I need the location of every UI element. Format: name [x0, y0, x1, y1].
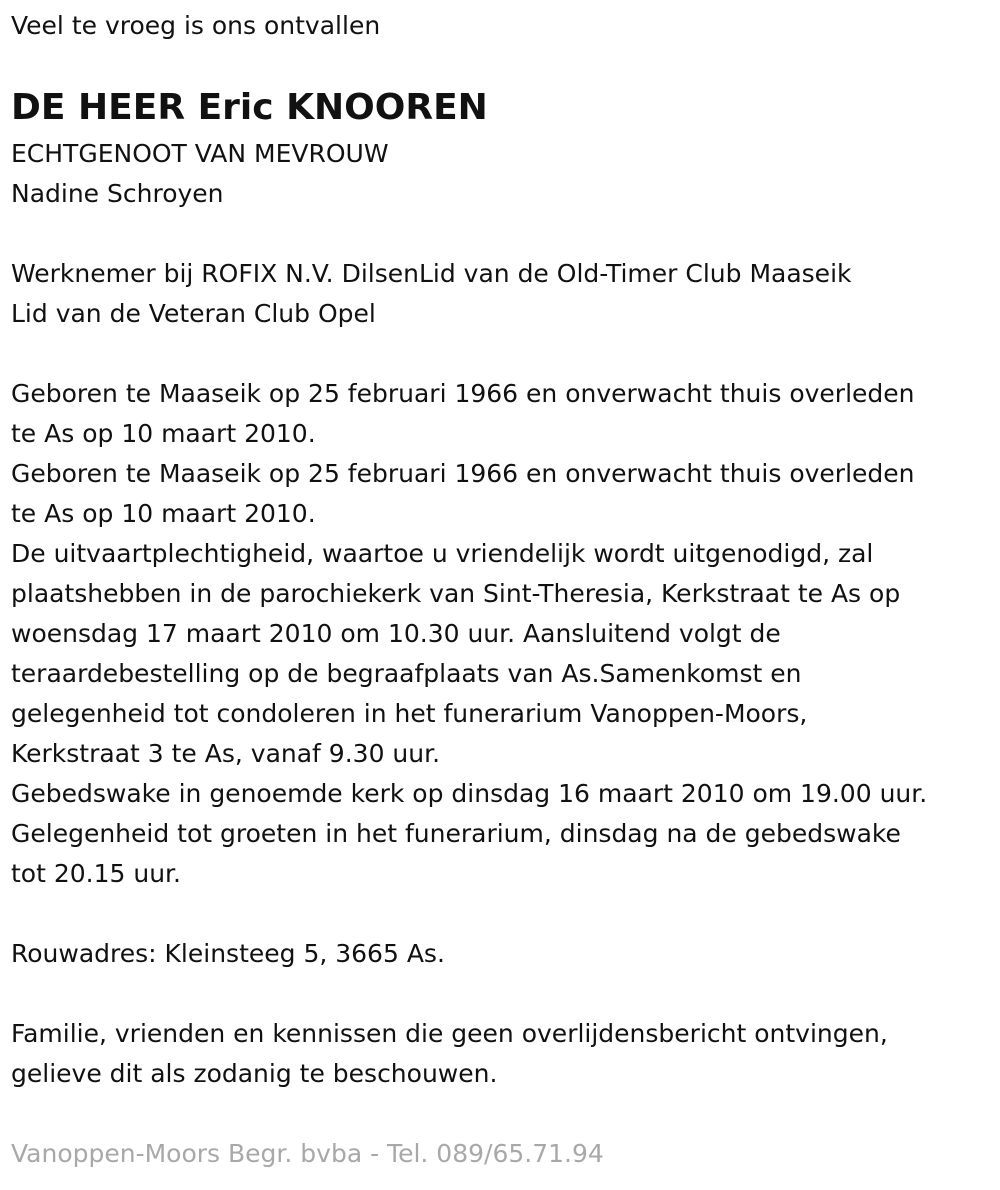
body-line: teraardebestelling op de begraafplaats van As.Samenkomst en — [11, 659, 802, 688]
spacer — [11, 1094, 1000, 1134]
body-line: Gelegenheid tot groeten in het funerarium, dinsdag na de gebedswake — [11, 819, 901, 848]
spacer — [11, 214, 1000, 254]
deceased-name: DE HEER Eric KNOOREN — [11, 87, 488, 128]
notice-line-2: gelieve dit als zodanig te beschouwen. — [11, 1059, 498, 1088]
body-line: gelegenheid tot condoleren in het funerarium Vanoppen-Moors, — [11, 699, 808, 728]
affiliation-line-1: Werknemer bij ROFIX N.V. DilsenLid van de Old-Timer Club Maaseik — [11, 259, 852, 288]
spouse-name: Nadine Schroyen — [11, 179, 224, 208]
body-line: te As op 10 maart 2010. — [11, 419, 316, 448]
body-line: woensdag 17 maart 2010 om 10.30 uur. Aansluitend volgt de — [11, 619, 781, 648]
funeral-home-footer: Vanoppen-Moors Begr. bvba - Tel. 089/65.71.94 — [11, 1139, 604, 1168]
body-line: Geboren te Maaseik op 25 februari 1966 en onverwacht thuis overleden — [11, 379, 915, 408]
body-line: Geboren te Maaseik op 25 februari 1966 en onverwacht thuis overleden — [11, 459, 915, 488]
spacer — [11, 974, 1000, 1014]
body-line: tot 20.15 uur. — [11, 859, 181, 888]
intro-text: Veel te vroeg is ons ontvallen — [11, 11, 381, 40]
spacer — [11, 334, 1000, 374]
notice-line-1: Familie, vrienden en kennissen die geen overlijdensbericht ontvingen, — [11, 1019, 888, 1048]
body-line: plaatshebben in de parochiekerk van Sint-Theresia, Kerkstraat te As op — [11, 579, 901, 608]
ceremony-details — [11, 374, 1000, 894]
affiliation-line-2: Lid van de Veteran Club Opel — [11, 299, 376, 328]
spacer — [11, 894, 1000, 934]
body-line: Kerkstraat 3 te As, vanaf 9.30 uur. — [11, 739, 441, 768]
relation-text: ECHTGENOOT VAN MEVROUW — [11, 139, 389, 168]
mourning-address: Rouwadres: Kleinsteeg 5, 3665 As. — [11, 939, 445, 968]
body-line: te As op 10 maart 2010. — [11, 499, 316, 528]
body-line: De uitvaartplechtigheid, waartoe u vriendelijk wordt uitgenodigd, zal — [11, 539, 874, 568]
body-line: Gebedswake in genoemde kerk op dinsdag 16 maart 2010 om 19.00 uur. — [11, 779, 928, 808]
